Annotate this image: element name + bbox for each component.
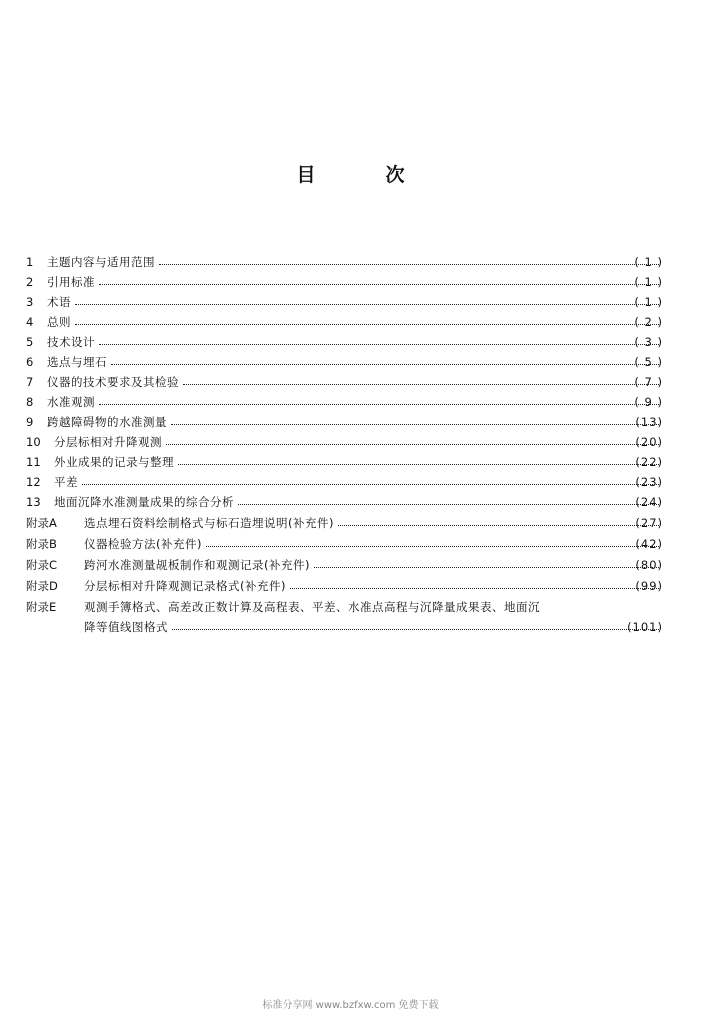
toc-entry[interactable] xyxy=(0,576,701,596)
toc-entry-number: 2 xyxy=(26,275,34,289)
toc-entry-page: ( 1 ) xyxy=(634,295,663,309)
toc-entry-page: (24) xyxy=(635,495,663,509)
footer-watermark: 标准分享网 www.bzfxw.com 免费下载 xyxy=(262,1000,439,1011)
dot-leader xyxy=(183,384,659,385)
toc-entry-page: ( 7 ) xyxy=(634,375,663,389)
dot-leader xyxy=(290,588,659,589)
toc-entry-number: 附录B xyxy=(26,537,57,551)
toc-entry-page: ( 1 ) xyxy=(634,275,663,289)
toc-entry-page: ( 1 ) xyxy=(634,255,663,269)
dot-leader xyxy=(172,629,659,630)
toc-entry-title: 观测手簿格式、高差改正数计算及高程表、平差、水准点高程与沉降量成果表、地面沉 xyxy=(84,600,540,614)
toc-entry-number: 1 xyxy=(26,255,34,269)
page-title xyxy=(0,160,701,187)
toc-entry[interactable] xyxy=(0,312,701,332)
toc-entry-page: (22) xyxy=(635,455,663,469)
toc-entry-title: 平差 xyxy=(54,475,78,489)
toc-entry-number: 6 xyxy=(26,355,34,369)
toc-entry-number: 8 xyxy=(26,395,34,409)
dot-leader xyxy=(166,444,659,445)
toc-entry-title: 仪器的技术要求及其检验 xyxy=(47,375,179,389)
toc-entry[interactable] xyxy=(0,292,701,312)
toc-entry-title: 分层标相对升降观测 xyxy=(54,435,162,449)
toc-entry-number: 13 xyxy=(26,495,41,509)
toc-entry-page: ( 5 ) xyxy=(634,355,663,369)
toc-entry[interactable] xyxy=(0,432,701,452)
toc-entry-page: (13) xyxy=(635,415,663,429)
toc-entry[interactable] xyxy=(0,372,701,392)
toc-entry-number: 附录A xyxy=(26,516,57,530)
toc-entry-number: 10 xyxy=(26,435,41,449)
dot-leader xyxy=(99,284,659,285)
toc-entry-title: 外业成果的记录与整理 xyxy=(54,455,174,469)
toc-entry-title: 仪器检验方法(补充件) xyxy=(84,537,202,551)
toc-entry-number: 4 xyxy=(26,315,34,329)
toc-entry-number: 11 xyxy=(26,455,41,469)
toc-entry[interactable] xyxy=(0,392,701,412)
toc-entry[interactable] xyxy=(0,332,701,352)
title-char-left: 目 xyxy=(296,164,316,186)
dot-leader xyxy=(238,504,659,505)
dot-leader xyxy=(206,546,659,547)
dot-leader xyxy=(314,567,659,568)
dot-leader xyxy=(178,464,659,465)
toc-entry-continuation[interactable] xyxy=(0,617,701,637)
toc-entry[interactable] xyxy=(0,555,701,575)
toc-entry-page: ( 9 ) xyxy=(634,395,663,409)
toc-entry[interactable] xyxy=(0,352,701,372)
dot-leader xyxy=(82,484,659,485)
toc-entry-title: 技术设计 xyxy=(47,335,95,349)
toc-entry[interactable] xyxy=(0,534,701,554)
toc-entry-title: 选点与埋石 xyxy=(47,355,107,369)
toc-entry-title: 降等值线图格式 xyxy=(84,620,168,634)
toc-entry-title: 主题内容与适用范围 xyxy=(47,255,155,269)
dot-leader xyxy=(75,324,659,325)
toc-entry[interactable] xyxy=(0,252,701,272)
dot-leader xyxy=(99,404,659,405)
toc-entry-page: ( 2 ) xyxy=(634,315,663,329)
toc-entry-page: (42) xyxy=(635,537,663,551)
toc-entry-title: 水准观测 xyxy=(47,395,95,409)
toc-entry[interactable] xyxy=(0,452,701,472)
toc-entry-number: 附录C xyxy=(26,558,58,572)
dot-leader xyxy=(159,264,659,265)
toc-entry-page: ( 3 ) xyxy=(634,335,663,349)
toc-entry-title: 总则 xyxy=(47,315,71,329)
toc-entry-page: (99) xyxy=(635,579,663,593)
toc-entry-number: 3 xyxy=(26,295,34,309)
toc-entry-page: (101) xyxy=(627,620,663,634)
toc-entry-number: 7 xyxy=(26,375,34,389)
toc-entry-number: 5 xyxy=(26,335,34,349)
toc-entry-title: 地面沉降水准测量成果的综合分析 xyxy=(54,495,234,509)
toc-entry[interactable] xyxy=(0,597,701,617)
toc-entry-title: 术语 xyxy=(47,295,71,309)
toc-entry-number: 12 xyxy=(26,475,41,489)
toc-entry-title: 选点埋石资料绘制格式与标石造埋说明(补充件) xyxy=(84,516,334,530)
dot-leader xyxy=(111,364,659,365)
dot-leader xyxy=(171,424,659,425)
dot-leader xyxy=(338,525,659,526)
toc-entry-page: (80) xyxy=(635,558,663,572)
toc-entry-title: 跨越障碍物的水准测量 xyxy=(47,415,167,429)
toc-entry-title: 分层标相对升降观测记录格式(补充件) xyxy=(84,579,286,593)
toc-entry[interactable] xyxy=(0,272,701,292)
toc-entry-number: 附录E xyxy=(26,600,57,614)
toc-entry[interactable] xyxy=(0,412,701,432)
toc-entry-title: 引用标准 xyxy=(47,275,95,289)
dot-leader xyxy=(75,304,659,305)
title-char-right: 次 xyxy=(385,164,405,186)
toc-entry-page: (23) xyxy=(635,475,663,489)
dot-leader xyxy=(99,344,659,345)
toc-entry-page: (20) xyxy=(635,435,663,449)
toc-entry[interactable] xyxy=(0,492,701,512)
toc-entry-number: 9 xyxy=(26,415,34,429)
toc-entry[interactable] xyxy=(0,513,701,533)
toc-entry-number: 附录D xyxy=(26,579,58,593)
toc-entry-title: 跨河水准测量觇板制作和观测记录(补充件) xyxy=(84,558,310,572)
toc-entry[interactable] xyxy=(0,472,701,492)
toc-entry-page: (27) xyxy=(635,516,663,530)
